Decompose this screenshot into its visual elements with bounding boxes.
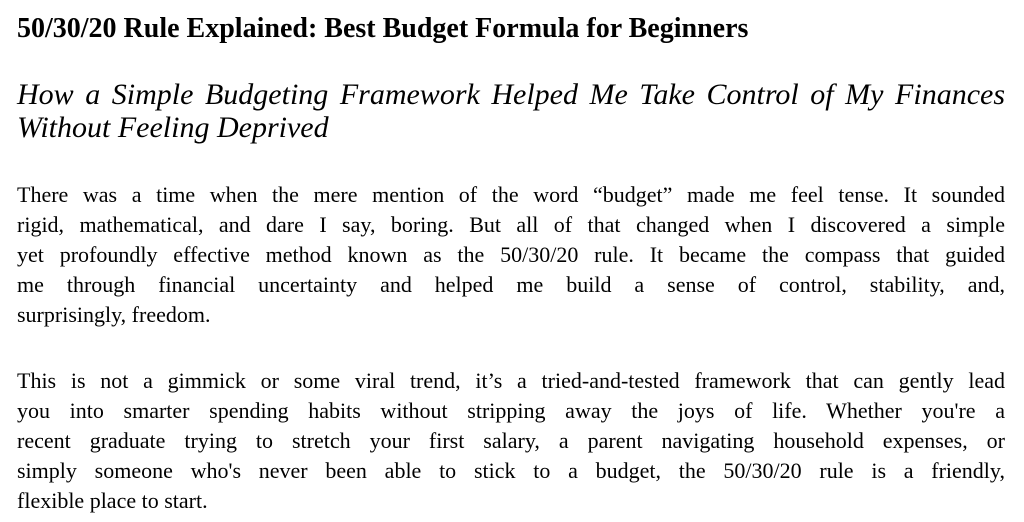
text-line: you into smarter spending habits without stripping away the joys of life. Whether you're a xyxy=(17,398,1005,423)
text-line: surprisingly, freedom. xyxy=(17,302,211,327)
text-line: yet profoundly effective method known as the 50/30/20 rule. It became the compass that guided xyxy=(17,242,1005,267)
text-line: recent graduate trying to stretch your first salary, a parent navigating household expenses, or xyxy=(17,428,1005,453)
paragraph-framework xyxy=(17,366,1005,516)
text-line: There was a time when the mere mention of the word “budget” made me feel tense. It sounded xyxy=(17,182,1005,207)
article-title: 50/30/20 Rule Explained: Best Budget Formula for Beginners xyxy=(17,13,749,44)
text-line: simply someone who's never been able to stick to a budget, the 50/30/20 rule is a friendly, xyxy=(17,458,1005,483)
text-line: This is not a gimmick or some viral trend, it’s a tried-and-tested framework that can gently lead xyxy=(17,368,1005,393)
text-line: How a Simple Budgeting Framework Helped Me Take Control of My Finances xyxy=(17,78,1005,111)
text-line: Without Feeling Deprived xyxy=(17,111,329,144)
article-subtitle xyxy=(17,78,1005,144)
text-line: me through financial uncertainty and helped me build a sense of control, stability, and, xyxy=(17,272,1005,297)
text-line: flexible place to start. xyxy=(17,488,208,513)
paragraph-intro xyxy=(17,180,1005,330)
text-line: rigid, mathematical, and dare I say, boring. But all of that changed when I discovered a simple xyxy=(17,212,1005,237)
